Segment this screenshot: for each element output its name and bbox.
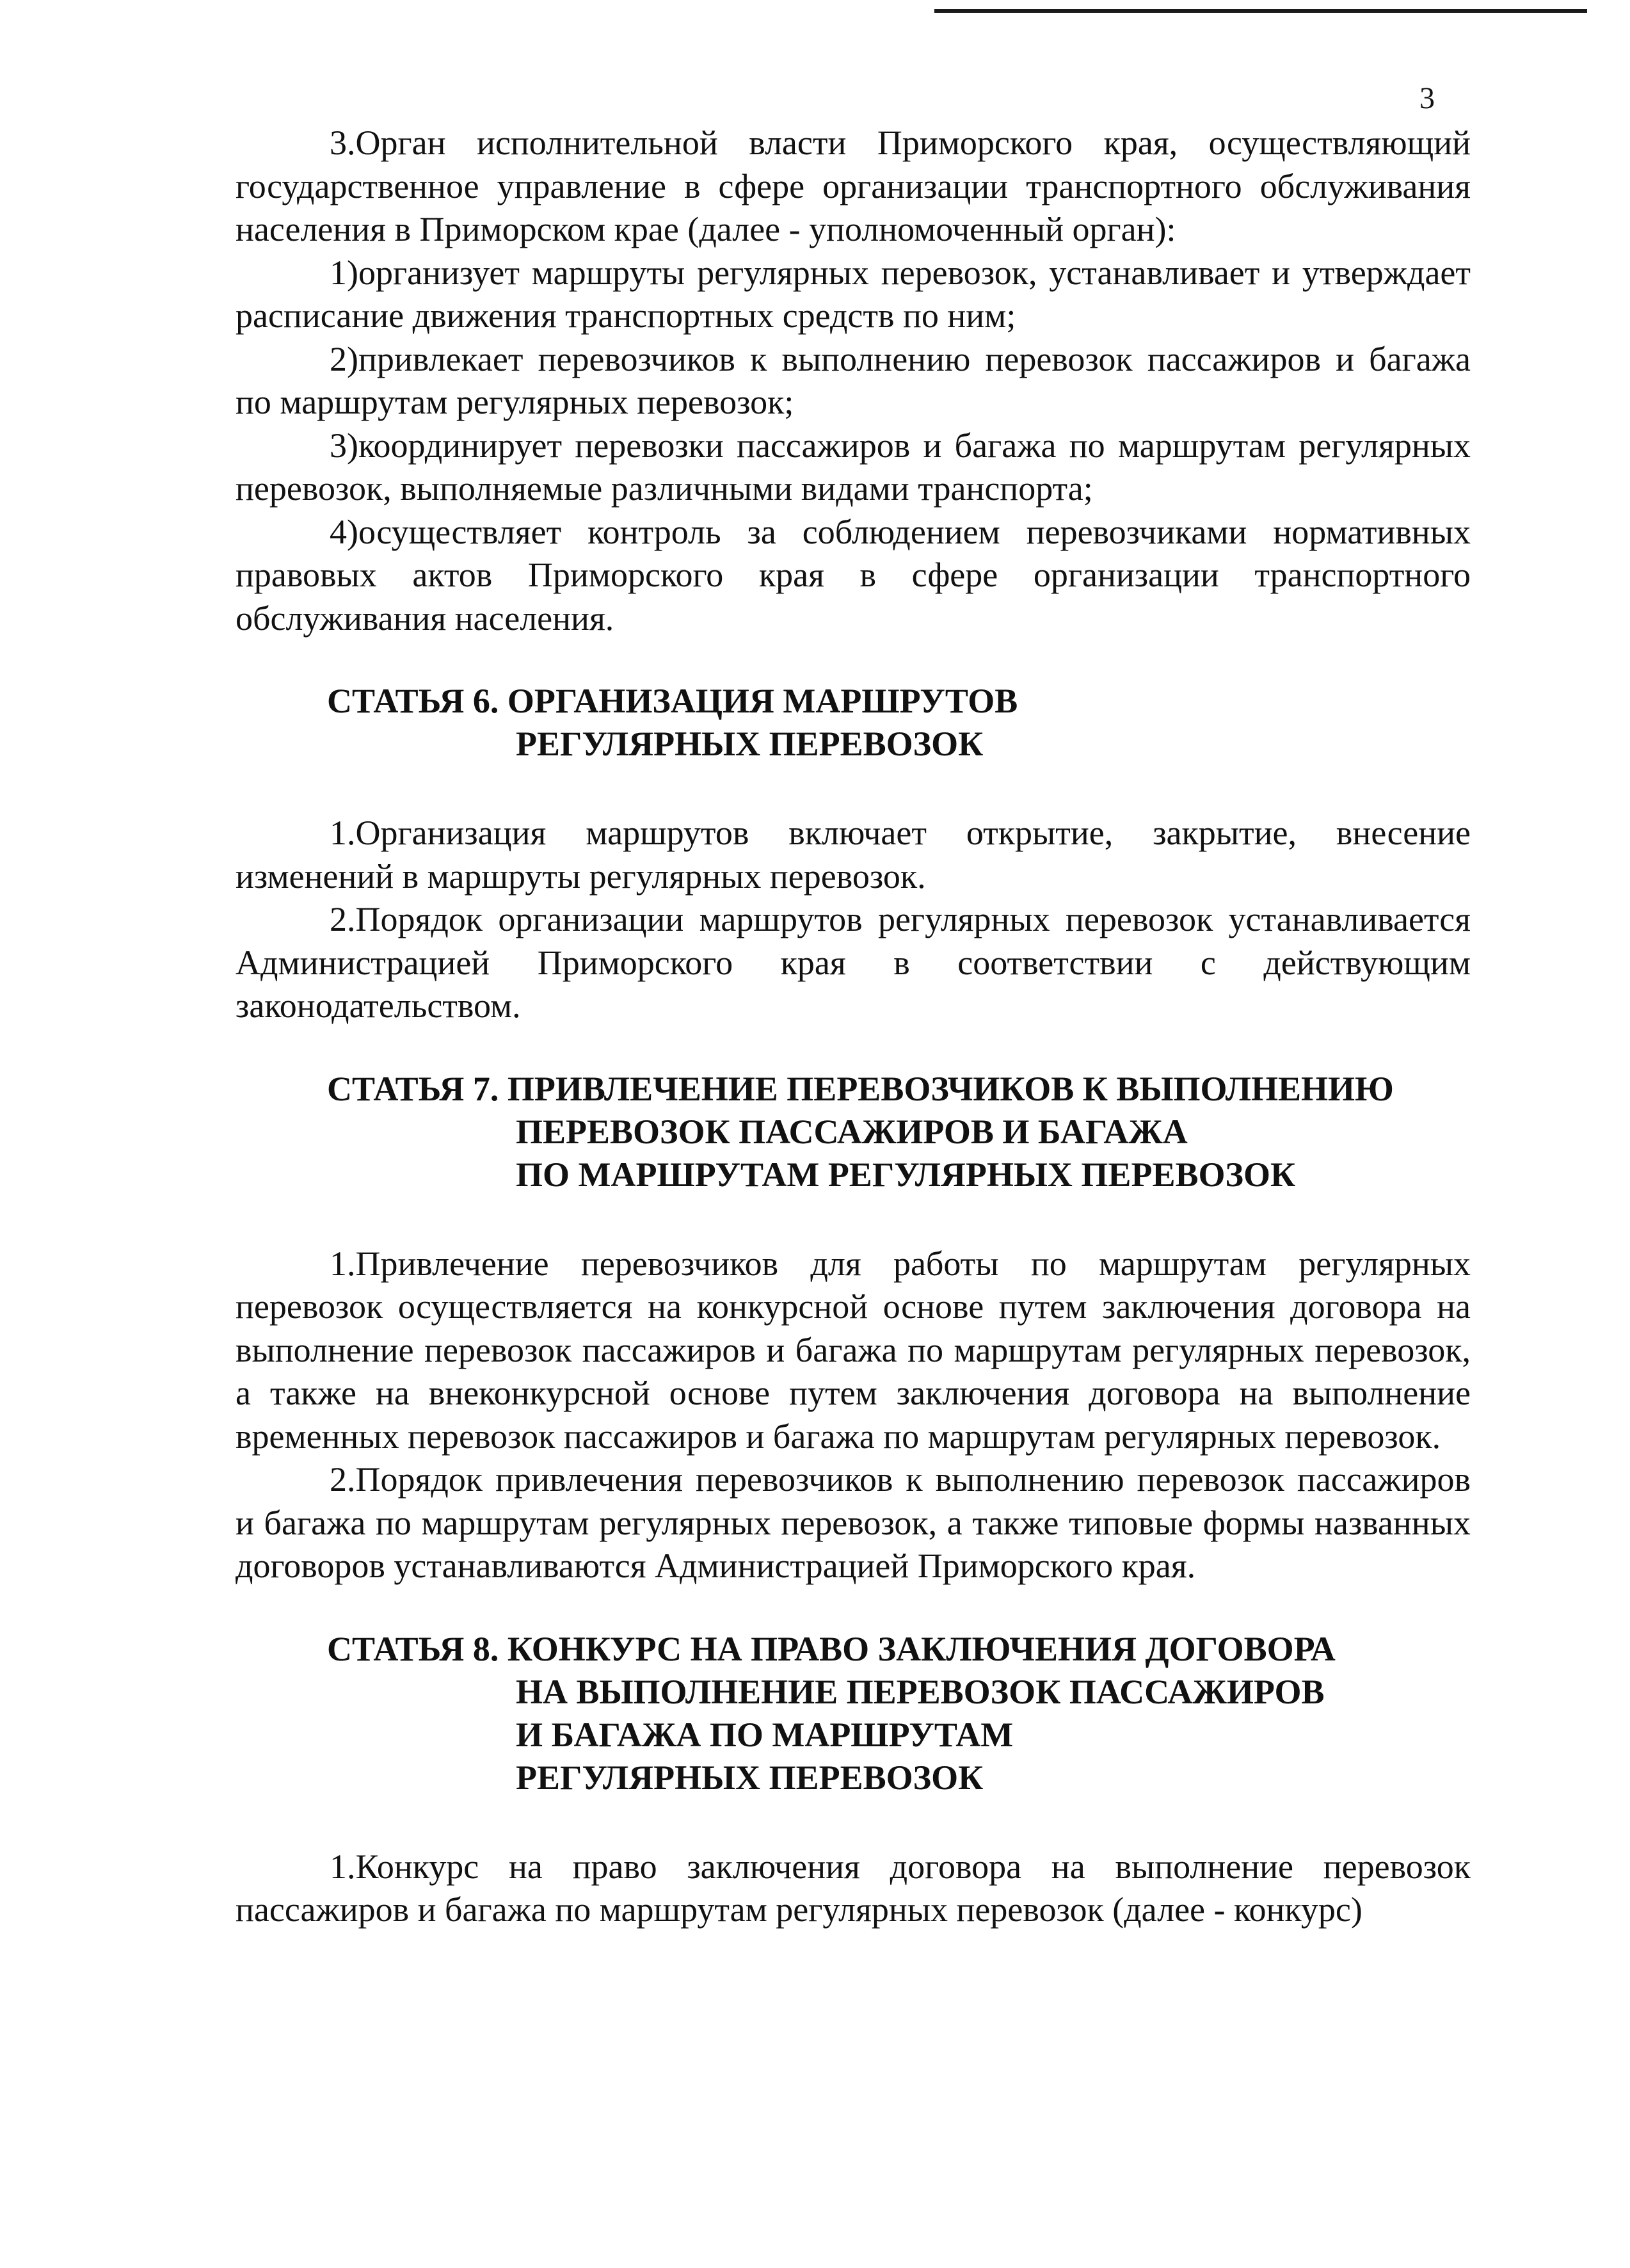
paragraph: 1)организует маршруты регулярных перевозок, устанавливает и утверждает расписание движения транспортных средств по ним; [236,253,1471,335]
document-body [236,122,1471,1932]
heading-line: И БАГАЖА ПО МАРШРУТАМ [516,1715,1014,1754]
heading-line: СТАТЬЯ 6. ОРГАНИЗАЦИЯ МАРШРУТОВ [327,682,1018,720]
paragraph: 2.Порядок привлечения перевозчиков к выполнению перевозок пассажиров и багажа по маршрутам регулярных перевозок, а также типовые формы названных договоров устанавливаются Администрацией Приморского края. [236,1460,1471,1585]
heading-line: СТАТЬЯ 7. ПРИВЛЕЧЕНИЕ ПЕРЕВОЗЧИКОВ К ВЫПОЛНЕНИЮ [327,1069,1394,1108]
heading-line: ПЕРЕВОЗОК ПАССАЖИРОВ И БАГАЖА [516,1112,1188,1151]
article-7-heading [236,1068,1471,1196]
paragraph: 3.Орган исполнительной власти Приморского края, осуществляющий государственное управление в сфере организации транспортного обслуживания населения в Приморском крае (далее - уполномоченный орган): [236,124,1471,248]
heading-line: ПО МАРШРУТАМ РЕГУЛЯРНЫХ ПЕРЕВОЗОК [516,1155,1296,1194]
heading-line: СТАТЬЯ 8. КОНКУРС НА ПРАВО ЗАКЛЮЧЕНИЯ ДОГОВОРА [327,1629,1336,1668]
top-rule [934,9,1587,13]
article-8-heading [236,1628,1471,1799]
heading-line: НА ВЫПОЛНЕНИЕ ПЕРЕВОЗОК ПАССАЖИРОВ [516,1672,1325,1711]
paragraph: 2.Порядок организации маршрутов регулярных перевозок устанавливается Администрацией Приморского края в соответствии с действующим законодательством. [236,900,1471,1025]
paragraph: 1.Конкурс на право заключения договора на выполнение перевозок пассажиров и багажа по маршрутам регулярных перевозок (далее - конкурс) [236,1847,1471,1929]
paragraph: 3)координирует перевозки пассажиров и багажа по маршрутам регулярных перевозок, выполняемые различными видами транспорта; [236,426,1471,508]
paragraph: 4)осуществляет контроль за соблюдением перевозчиками нормативных правовых актов Приморского края в сфере организации транспортного обслуживания населения. [236,512,1471,638]
heading-line: РЕГУЛЯРНЫХ ПЕРЕВОЗОК [516,725,984,763]
article-6-heading [236,680,1471,766]
paragraph: 1.Привлечение перевозчиков для работы по маршрутам регулярных перевозок осуществляется на конкурсной основе путем заключения договора на выполнение перевозок пассажиров и багажа по маршрутам регулярных перевозок, а также на внеконкурсной основе путем заключения договора на выполнение временных перевозок пассажиров и багажа по маршрутам регулярных перевозок. [236,1244,1471,1456]
page-number: 3 [1419,81,1435,115]
paragraph: 2)привлекает перевозчиков к выполнению перевозок пассажиров и багажа по маршрутам регулярных перевозок; [236,339,1471,421]
heading-line: РЕГУЛЯРНЫХ ПЕРЕВОЗОК [516,1758,984,1797]
paragraph: 1.Организация маршрутов включает открытие, закрытие, внесение изменений в маршруты регулярных перевозок. [236,814,1471,896]
